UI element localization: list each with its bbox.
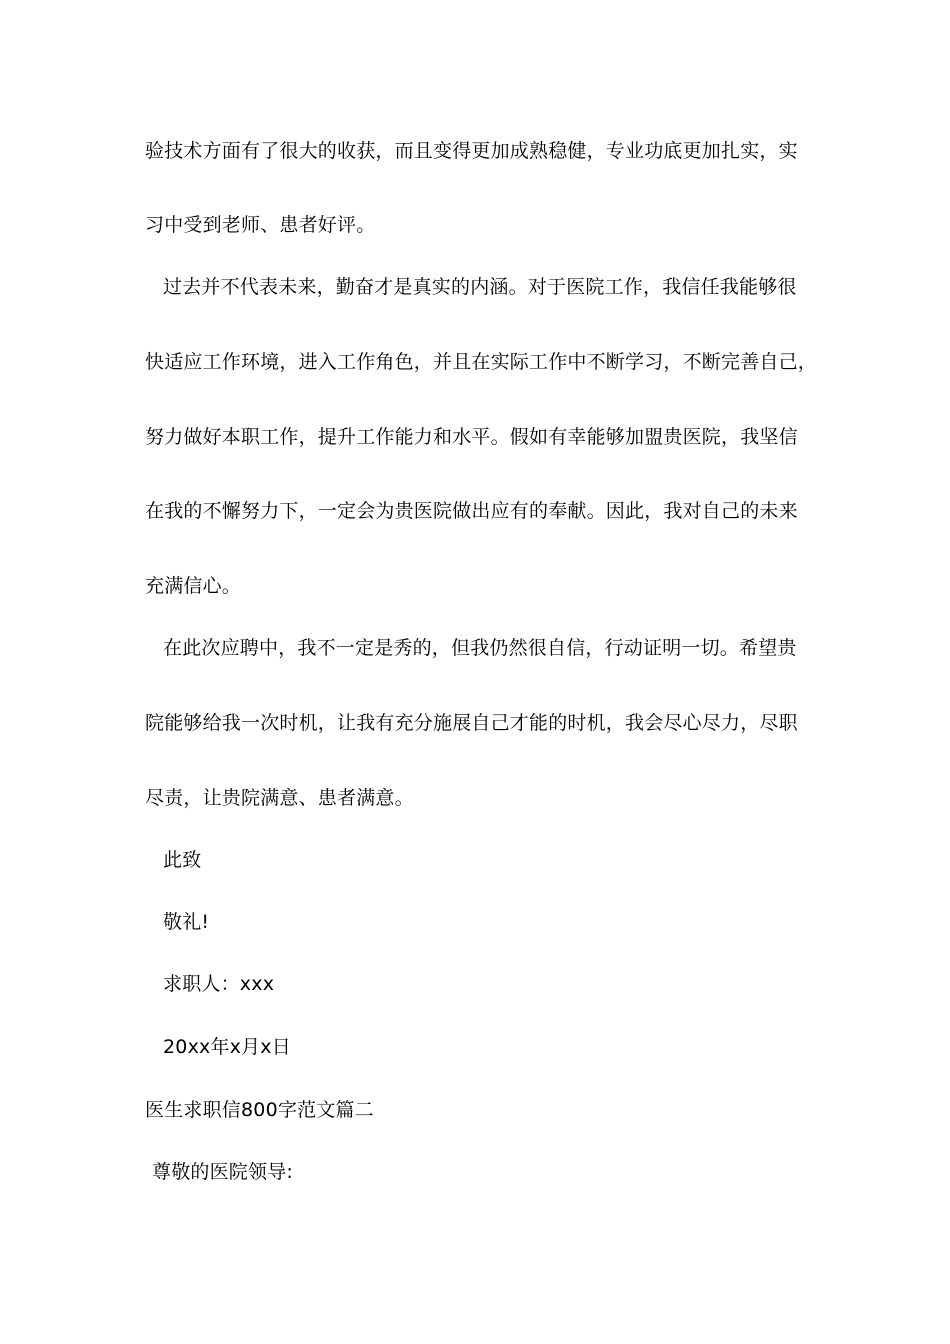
paragraph-line: 在我的不懈努力下，一定会为贵医院做出应有的奉献。因此，我对自己的未来 bbox=[145, 500, 798, 522]
salute-text: 敬礼! bbox=[163, 911, 210, 933]
greeting-text: 尊敬的医院领导: bbox=[152, 1161, 294, 1183]
paragraph-line: 快适应工作环境，进入工作角色，并且在实际工作中不断学习，不断完善自己， bbox=[145, 351, 818, 373]
section-title: 医生求职信800字范文篇二 bbox=[145, 1099, 374, 1121]
paragraph-line: 习中受到老师、患者好评。 bbox=[145, 214, 376, 236]
paragraph-line: 院能够给我一次时机，让我有充分施展自己才能的时机，我会尽心尽力，尽职 bbox=[145, 712, 798, 734]
paragraph-line: 过去并不代表未来，勤奋才是真实的内涵。对于医院工作，我信任我能够很 bbox=[163, 276, 797, 298]
paragraph-line: 充满信心。 bbox=[145, 575, 242, 597]
paragraph-line: 验技术方面有了很大的收获，而且变得更加成熟稳健，专业功底更加扎实，实 bbox=[145, 140, 798, 162]
paragraph-line: 在此次应聘中，我不一定是秀的，但我仍然很自信，行动证明一切。希望贵 bbox=[163, 637, 797, 659]
signature-text: 求职人：xxx bbox=[163, 973, 275, 995]
paragraph-line: 尽责，让贵院满意、患者满意。 bbox=[145, 787, 414, 809]
closing-text: 此致 bbox=[163, 849, 202, 871]
date-text: 20xx年x月x日 bbox=[163, 1036, 291, 1058]
paragraph-line: 努力做好本职工作，提升工作能力和水平。假如有幸能够加盟贵医院，我坚信 bbox=[145, 426, 798, 448]
